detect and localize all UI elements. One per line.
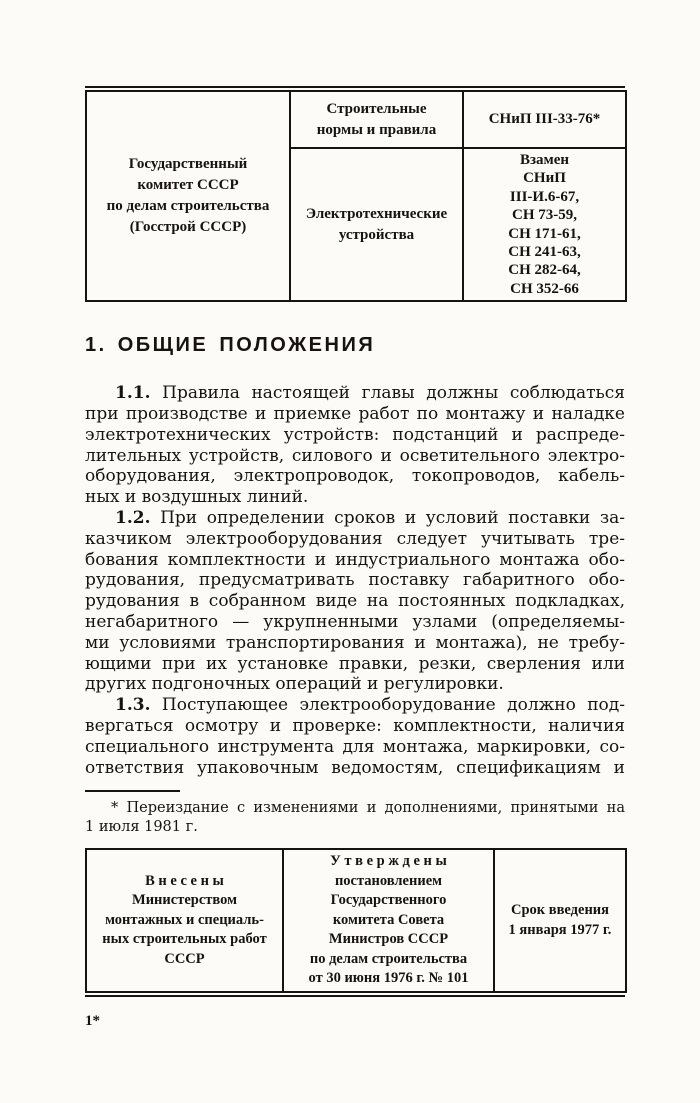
approval-table: [85, 848, 627, 993]
doc-type-cell: Строительные нормы и правила: [290, 91, 463, 148]
body-text: [85, 383, 625, 778]
page-number: 1*: [85, 1012, 100, 1029]
issuing-body-cell: Государственный комитет СССР по делам строительства (Госстрой СССР): [86, 91, 290, 301]
section-heading: 1. ОБЩИЕ ПОЛОЖЕНИЯ: [85, 334, 376, 357]
subject-cell: Электротехнические устройства: [290, 148, 463, 301]
footnote-divider: [85, 790, 180, 792]
paragraph-1-2: 1.2. При определении сроков и условий поставки за- казчиком электрооборудования следует учитывать тре- бования комплектности и индустриального монтажа обо- рудования, предусматривать поставку габаритного обо- рудования в собранном виде на постоянных подкладках, негабаритного — укрупненными узлами (определяемы- ми условиями транспортирования и монтажа), не требу- ющими при их установке правки, резки, сверления или других подгоночных операций и регулировки.: [85, 508, 625, 695]
paragraph-1-1: 1.1. Правила настоящей главы должны соблюдаться при производстве и приемке работ по монтажу и наладке электротехнических устройств: подстанций и распреде- лительных устройств, силового и осветительного электро- оборудования, электропроводок, токопроводов, кабель- ных и воздушных линий.: [85, 383, 625, 508]
top-double-rule: [85, 86, 625, 88]
doc-code-cell: СНиП III-33-76*: [463, 91, 626, 148]
approved-by-cell: У т в е р ж д е н ы постановлением Государственного комитета Совета Министров СССР по делам строительства от 30 июня 1976 г. № 101: [283, 849, 494, 992]
replaces-cell: Взамен СНиП III-И.6-67, СН 73-59, СН 171-61, СН 241-63, СН 282-64, СН 352-66: [463, 148, 626, 301]
paragraph-1-3: 1.3. Поступающее электрооборудование должно под- вергаться осмотру и проверке: комплектности, наличия специального инструмента для монтажа, маркировки, со- ответствия упаковочным ведомостям, спецификациям и: [85, 695, 625, 778]
bottom-double-rule: [85, 995, 625, 997]
submitted-by-cell: В н е с е н ы Министерством монтажных и специаль- ных строительных работ СССР: [86, 849, 283, 992]
header-table: [85, 90, 627, 302]
footnote: * Переиздание с изменениями и дополнениями, принятыми на 1 июля 1981 г.: [85, 800, 625, 836]
effective-date-cell: Срок введения 1 января 1977 г.: [494, 849, 626, 992]
page-content: [85, 0, 625, 1030]
